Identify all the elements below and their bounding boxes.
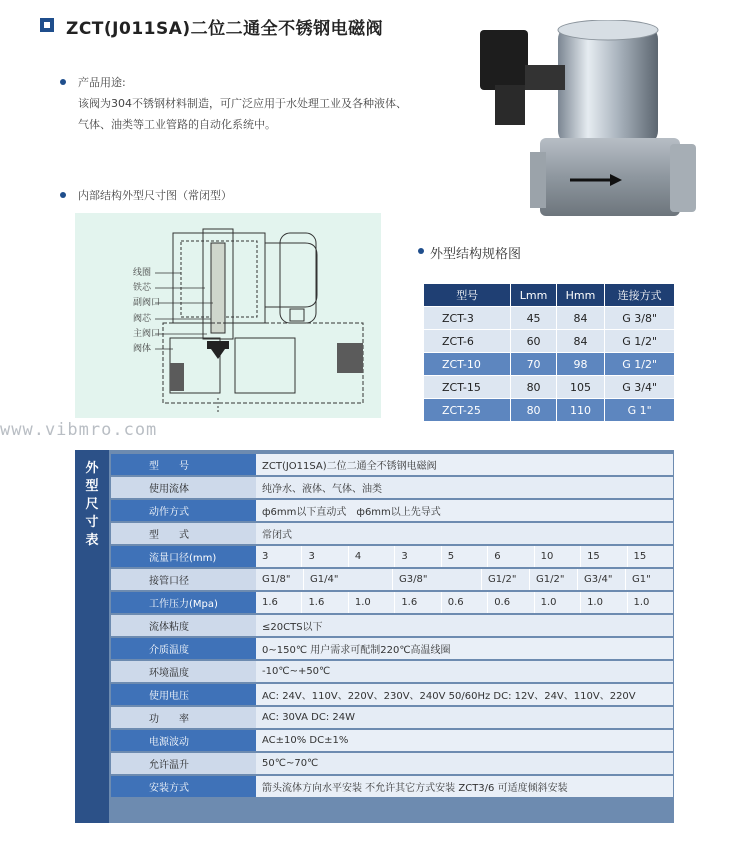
- flow-cell: 3: [256, 546, 301, 567]
- row-value: ф6mm以下直动式 ф6mm以上先导式: [256, 500, 673, 521]
- diagram-label: 主阀口: [133, 329, 161, 339]
- pressure-cell: 1.0: [348, 592, 394, 613]
- row-label: 型 式: [111, 523, 256, 544]
- diagram-label: 阀体: [133, 344, 152, 354]
- table-row: [424, 307, 675, 330]
- side-char: 型: [85, 479, 99, 494]
- flow-cell: 6: [487, 546, 533, 567]
- spec-header: 型号: [424, 284, 511, 307]
- pressure-cell: 1.6: [394, 592, 440, 613]
- row-label: 环境温度: [111, 661, 256, 682]
- spec-heading: 外型结构规格图: [430, 247, 522, 262]
- table-row: [111, 661, 673, 682]
- side-char: 表: [85, 533, 99, 548]
- row-label: 流量口径(mm): [111, 546, 256, 567]
- table-row: [111, 569, 673, 590]
- row-value: AC±10% DC±1%: [256, 730, 673, 751]
- port-cell: G1/4": [303, 569, 392, 590]
- spec-cell: ZCT-6: [424, 330, 511, 353]
- spec-cell: G 1/2": [605, 330, 675, 353]
- row-label: 电源波动: [111, 730, 256, 751]
- pressure-cell: 0.6: [441, 592, 487, 613]
- spec-cell: G 1/2": [605, 353, 675, 376]
- port-cell: G1/8": [256, 569, 303, 590]
- spec-cell: 80: [511, 399, 556, 422]
- bullet-icon: [418, 248, 424, 254]
- table-row: [111, 546, 673, 567]
- port-cell: G1/2": [481, 569, 529, 590]
- usage-heading: 产品用途:: [78, 76, 126, 89]
- row-label: 使用电压: [111, 684, 256, 705]
- row-value: 纯净水、液体、气体、油类: [256, 477, 673, 498]
- spec-header-row: [424, 284, 675, 307]
- spec-header: Lmm: [511, 284, 556, 307]
- row-label: 接管口径: [111, 569, 256, 590]
- table-row: [424, 330, 675, 353]
- spec-header: 连接方式: [605, 284, 675, 307]
- row-value: AC: 24V、110V、220V、230V、240V 50/60Hz DC: 12V、24V、110V、220V: [256, 684, 673, 705]
- flow-cell: 4: [348, 546, 394, 567]
- row-label: 流体粘度: [111, 615, 256, 636]
- spec-header: Hmm: [556, 284, 605, 307]
- valve-cross-section: [75, 213, 381, 418]
- pressure-cell: 1.6: [301, 592, 347, 613]
- table-row: [111, 776, 673, 797]
- table-row: [111, 615, 673, 636]
- diagram-label: 线圈: [133, 268, 152, 278]
- pressure-cell: 1.0: [534, 592, 580, 613]
- dimension-table-label: [78, 460, 106, 550]
- spec-cell: ZCT-15: [424, 376, 511, 399]
- row-value: ZCT(JO11SA)二位二通全不锈钢电磁阀: [256, 454, 673, 475]
- usage-line-1: 该阀为304不锈钢材料制造，可广泛应用于水处理工业及各种液体、: [78, 97, 407, 110]
- row-label: 工作压力(Mpa): [111, 592, 256, 613]
- port-cell: G1/2": [529, 569, 577, 590]
- dimension-table: [111, 452, 673, 799]
- row-label: 型 号: [111, 454, 256, 475]
- diagram-label: 副阀口: [133, 298, 161, 308]
- row-value: ≤20CTS以下: [256, 615, 673, 636]
- row-value: 箭头流体方向水平安装 不允许其它方式安装 ZCT3/6 可适度倾斜安装: [256, 776, 673, 797]
- table-row: [111, 638, 673, 659]
- table-row: [111, 684, 673, 705]
- row-value: 50℃~70℃: [256, 753, 673, 774]
- port-cell: G3/8": [392, 569, 481, 590]
- side-char: 寸: [85, 515, 99, 530]
- flow-cell: 3: [394, 546, 440, 567]
- spec-cell: ZCT-25: [424, 399, 511, 422]
- diagram-heading: 内部结构外型尺寸图（常闭型）: [78, 189, 232, 202]
- row-label: 使用流体: [111, 477, 256, 498]
- diagram-label: 阀芯: [133, 314, 152, 324]
- spec-cell: 98: [556, 353, 605, 376]
- pressure-cell: 1.0: [627, 592, 673, 613]
- title-square-icon: [40, 18, 54, 32]
- spec-cell: 80: [511, 376, 556, 399]
- table-row: [111, 454, 673, 475]
- flow-cell: 15: [627, 546, 673, 567]
- spec-cell: 60: [511, 330, 556, 353]
- spec-cell: G 3/4": [605, 376, 675, 399]
- table-row: [424, 353, 675, 376]
- flow-cell: 15: [580, 546, 626, 567]
- spec-cell: 84: [556, 307, 605, 330]
- table-row: [111, 592, 673, 613]
- row-label: 安装方式: [111, 776, 256, 797]
- table-row: [424, 376, 675, 399]
- spec-cell: ZCT-10: [424, 353, 511, 376]
- row-label: 动作方式: [111, 500, 256, 521]
- spec-table: [423, 283, 675, 422]
- side-char: 尺: [85, 497, 99, 512]
- table-row: [111, 707, 673, 728]
- table-row: [111, 753, 673, 774]
- table-row: [111, 500, 673, 521]
- row-cells: [256, 546, 673, 567]
- row-cells: [256, 592, 673, 613]
- watermark-text: www.vibmro.com: [0, 420, 158, 440]
- pressure-cell: 1.0: [580, 592, 626, 613]
- table-row: [111, 730, 673, 751]
- pressure-cell: 0.6: [487, 592, 533, 613]
- spec-cell: 84: [556, 330, 605, 353]
- row-value: AC: 30VA DC: 24W: [256, 707, 673, 728]
- port-cell: G3/4": [577, 569, 625, 590]
- spec-cell: 45: [511, 307, 556, 330]
- table-row: [111, 523, 673, 544]
- spec-cell: 70: [511, 353, 556, 376]
- spec-cell: ZCT-3: [424, 307, 511, 330]
- structure-diagram: [75, 213, 381, 418]
- side-char: 外: [85, 461, 99, 476]
- row-value: 常闭式: [256, 523, 673, 544]
- bullet-icon: [60, 192, 66, 198]
- row-value: 0~150℃ 用户需求可配制220℃高温线圈: [256, 638, 673, 659]
- row-label: 介质温度: [111, 638, 256, 659]
- spec-cell: G 3/8": [605, 307, 675, 330]
- flow-cell: 5: [441, 546, 487, 567]
- valve-product-photo: [470, 20, 700, 225]
- row-value: -10℃~+50℃: [256, 661, 673, 682]
- spec-cell: 105: [556, 376, 605, 399]
- row-cells: [256, 569, 673, 590]
- pressure-cell: 1.6: [256, 592, 301, 613]
- row-label: 允许温升: [111, 753, 256, 774]
- spec-cell: 110: [556, 399, 605, 422]
- diagram-label: 铁芯: [133, 283, 152, 293]
- spec-cell: G 1": [605, 399, 675, 422]
- flow-cell: 10: [534, 546, 580, 567]
- bullet-icon: [60, 79, 66, 85]
- page-title: ZCT(J011SA)二位二通全不锈钢电磁阀: [66, 19, 384, 39]
- row-label: 功 率: [111, 707, 256, 728]
- usage-line-2: 气体、油类等工业管路的自动化系统中。: [78, 118, 276, 131]
- table-row: [424, 399, 675, 422]
- table-row: [111, 477, 673, 498]
- port-cell: G1": [625, 569, 673, 590]
- flow-cell: 3: [301, 546, 347, 567]
